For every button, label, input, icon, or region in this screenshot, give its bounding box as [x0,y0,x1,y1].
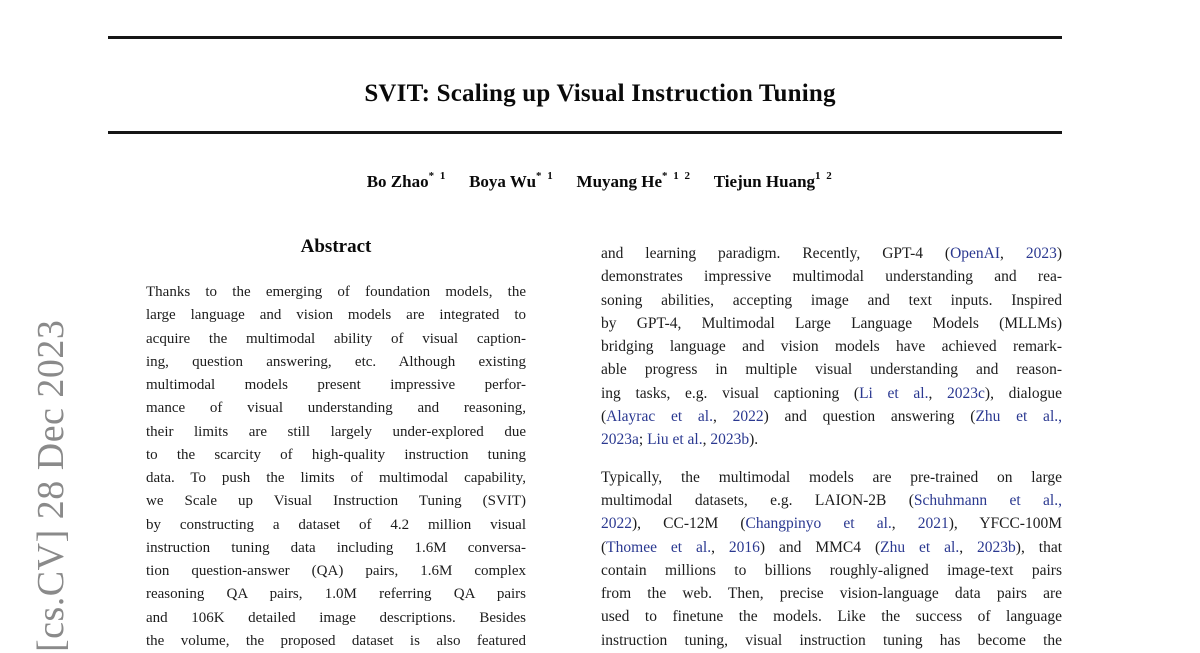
text-line [601,358,1062,381]
intro-paragraph [601,466,1062,652]
abstract-line: reasoning QA pairs, 1.0M referring QA pairs [146,586,526,603]
abstract-line: Thanks to the emerging of foundation models, the [146,284,526,300]
text-segment: ; [638,431,648,449]
text-segment: ), that [1015,538,1063,556]
abstract-line: mance of visual understanding and reasoning, [146,400,526,417]
citation-link[interactable]: 2023c [947,384,985,402]
text-segment: ) and MMC4 ( [759,538,881,556]
text-segment: soning abilities, accepting image and text inputs. Inspired [601,291,1062,309]
text-segment: from the web. Then, precise vision-language data pairs are [601,585,1062,603]
abstract-line: by constructing a dataset of 4.2 million visual [146,516,526,533]
text-segment: contain millions to billions roughly-aligned image-text pairs [601,561,1062,579]
abstract-line: large language and vision models are integrated to [146,307,526,324]
citation-link[interactable]: 2022 [732,408,764,426]
text-segment: , [712,408,733,426]
text-segment: ). [749,431,759,449]
author [469,172,554,191]
citation-link[interactable]: Li et al. [859,384,929,402]
text-segment: instruction tuning, visual instruction tuning has become the [601,631,1062,649]
citation-link[interactable]: 2023b [977,538,1016,556]
text-segment: , [959,538,978,556]
abstract-body [146,281,526,653]
text-line [601,405,1062,428]
text-segment: , [711,538,729,556]
citation-link[interactable]: Schuhmann et al., [913,491,1062,509]
author-affiliation-sup: * 1 [428,170,447,182]
text-segment: Typically, the multimodal models are pre-trained on large [601,468,1062,486]
text-segment: , [928,384,948,402]
title-rule-bottom [108,131,1062,134]
citation-link[interactable]: 2016 [728,538,760,556]
citation-link[interactable]: Zhu et al. [880,538,960,556]
abstract-line: acquire the multimodal ability of visual caption- [146,330,526,347]
text-segment: , [891,515,918,533]
paper-title: SVIT: Scaling up Visual Instruction Tuning [364,79,836,107]
arxiv-watermark: [cs.CV] 28 Dec 2023 [30,319,72,652]
text-line [601,466,1062,489]
text-line [601,536,1062,559]
author-affiliation-sup: * 1 2 [662,170,692,182]
abstract-line: tion question-answer (QA) pairs, 1.6M complex [146,563,526,579]
citation-link[interactable]: Zhu et al., [975,408,1062,426]
abstract-line: and 106K detailed image descriptions. Besides [146,609,526,626]
author-affiliation-sup: * 1 [536,170,555,182]
text-segment: able progress in multiple visual understanding and reason- [601,361,1062,379]
text-segment: ), YFCC-100M [948,515,1062,533]
abstract-line: ing, question answering, etc. Although existing [146,353,526,370]
abstract-line: to the scarcity of high-quality instruction tuning [146,446,526,463]
citation-link[interactable]: 2022 [601,515,632,533]
citation-link[interactable]: 2023b [710,431,750,449]
citation-link[interactable]: Alayrac et al. [606,408,713,426]
text-segment: ) [1056,245,1063,262]
title-rule-top [108,36,1062,39]
author-name: Tiejun Huang [713,171,816,191]
text-segment: ), dialogue [984,384,1062,402]
text-segment: ( [601,538,607,556]
author [577,172,692,191]
text-line [601,512,1062,535]
text-segment: demonstrates impressive multimodal understanding and rea- [601,268,1062,286]
text-line [601,265,1062,288]
text-segment: bridging language and vision models have achieved remark- [601,338,1062,356]
author-name: Muyang He [576,171,663,191]
intro-paragraph [601,242,1062,452]
introduction-column [601,242,1062,652]
abstract-section [146,236,526,653]
text-segment: ), CC-12M ( [632,515,746,533]
text-line [601,312,1062,335]
citation-link[interactable]: 2021 [917,515,949,533]
citation-link[interactable]: 2023a [601,431,639,449]
author-name: Boya Wu [469,171,537,191]
text-segment: , [702,431,711,449]
author [714,172,834,191]
abstract-line: data. To push the limits of multimodal capability, [146,470,526,486]
abstract-line: instruction tuning data including 1.6M conversa- [146,539,526,556]
abstract-line: multimodal models present impressive perfor- [146,377,526,393]
text-line [601,242,1062,265]
author-affiliation-sup: 1 2 [815,170,834,182]
abstract-line: the volume, the proposed dataset is also featured [146,632,526,649]
abstract-line: we Scale up Visual Instruction Tuning (SVIT) [146,493,526,510]
text-line [601,582,1062,605]
author [367,172,447,191]
text-line [601,428,1062,451]
text-line [601,605,1062,628]
citation-link[interactable]: Thomee et al. [606,538,712,556]
text-line [601,289,1062,312]
abstract-heading: Abstract [300,236,372,257]
text-line [601,629,1062,652]
text-segment: ) and question answering ( [763,408,976,426]
text-line [601,559,1062,582]
citation-link[interactable]: 2023 [1025,245,1057,262]
citation-link[interactable]: Changpinyo et al. [745,515,892,533]
text-segment: multimodal datasets, e.g. LAION-2B ( [601,491,914,509]
text-segment: and learning paradigm. Recently, GPT-4 ( [601,245,951,262]
text-segment: by GPT-4, Multimodal Large Language Models (MLLMs) [601,314,1062,332]
text-segment: ing tasks, e.g. visual captioning ( [601,384,860,402]
text-line [601,382,1062,405]
text-segment: , [1000,245,1026,262]
author-name: Bo Zhao [366,171,429,191]
text-line [601,489,1062,512]
citation-link[interactable]: OpenAI [950,245,1001,262]
text-line [601,335,1062,358]
text-segment: ( [601,408,607,426]
abstract-line: their limits are still largely under-explored due [146,423,526,440]
citation-link[interactable]: Liu et al. [647,431,703,449]
author-line [0,171,1200,192]
text-segment: used to finetune the models. Like the success of language [601,608,1062,626]
